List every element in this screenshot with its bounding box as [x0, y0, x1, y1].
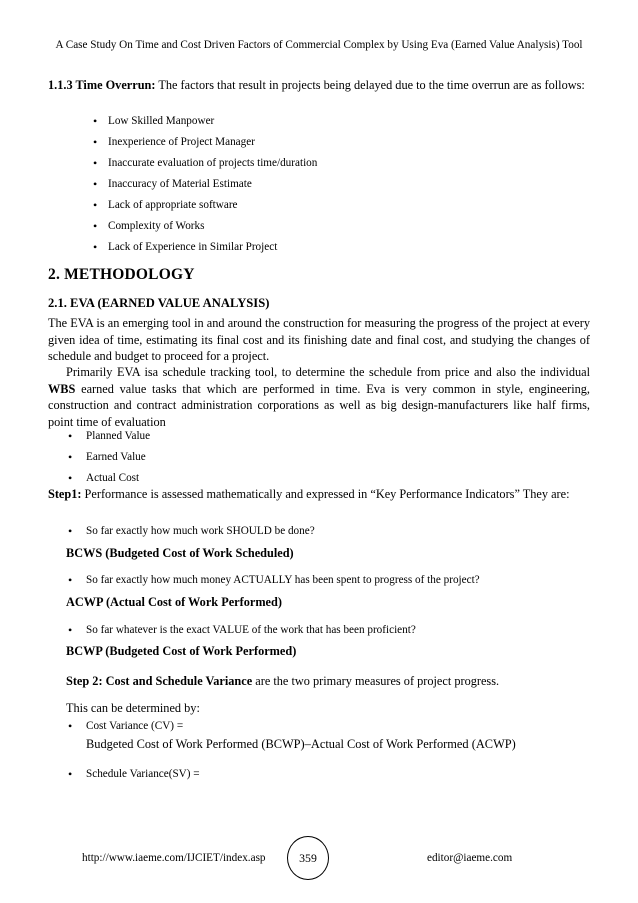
list-item: Low Skilled Manpower [108, 115, 215, 127]
bullet-icon: • [68, 429, 73, 443]
bullet-icon: • [93, 177, 98, 191]
bullet-icon: • [93, 156, 98, 170]
eva-paragraph-2 [48, 364, 590, 430]
journal-url: http://www.iaeme.com/IJCIET/index.asp [82, 852, 266, 864]
section-heading: 2. METHODOLOGY [48, 266, 195, 283]
bcwp-definition: BCWP (Budgeted Cost of Work Performed) [66, 644, 297, 658]
bullet-icon: • [93, 240, 98, 254]
list-item: Complexity of Works [108, 220, 205, 232]
step1-label: Step1: [48, 487, 82, 501]
time-overrun-intro: The factors that result in projects being delayed due to the time overrun are as follows: [155, 78, 585, 92]
time-overrun-paragraph [48, 77, 590, 94]
step2-text: are the two primary measures of project progress. [252, 674, 500, 688]
bullet-icon: • [93, 114, 98, 128]
step1-text: Performance is assessed mathematically and expressed in “Key Performance Indicators” They are: [81, 487, 570, 501]
list-item: Inexperience of Project Manager [108, 136, 255, 148]
editor-email: editor@iaeme.com [427, 852, 513, 864]
list-item: Inaccuracy of Material Estimate [108, 178, 252, 190]
cost-variance-label: Cost Variance (CV) = [86, 720, 184, 732]
bullet-icon: • [68, 524, 73, 538]
cost-variance-formula: Budgeted Cost of Work Performed (BCWP)–Actual Cost of Work Performed (ACWP) [86, 737, 516, 751]
acwp-definition: ACWP (Actual Cost of Work Performed) [66, 595, 282, 609]
bullet-icon: • [68, 767, 73, 781]
eva-paragraph-1: The EVA is an emerging tool in and around the construction for measuring the progress of the project at every given idea of time, estimating its final cost and its finishing date and final cost, and studying the changes of schedule and budget to proceed for a project. [48, 316, 590, 364]
eva-paragraph-2-a: Primarily EVA isa schedule tracking tool, to determine the schedule from price and also the individual [66, 365, 590, 379]
eva-paragraph-2-b: earned value tasks that which are performed in time. Eva is very common in style, engineering, construction and contract administration corporations as well as big design-manufacturers like half firms, point time of evaluation [48, 381, 590, 429]
bullet-icon: • [68, 573, 73, 587]
running-header: A Case Study On Time and Cost Driven Factors of Commercial Complex by Using Eva (Earned Value Analysis) Tool [55, 39, 583, 51]
schedule-variance-label: Schedule Variance(SV) = [86, 768, 200, 780]
bullet-icon: • [68, 471, 73, 485]
time-overrun-label: 1.1.3 Time Overrun: [48, 78, 156, 92]
bullet-icon: • [93, 198, 98, 212]
list-item: Earned Value [86, 451, 146, 463]
step1-paragraph [48, 486, 590, 503]
step2-paragraph [66, 673, 499, 689]
question-acwp: So far exactly how much money ACTUALLY has been spent to progress of the project? [86, 574, 480, 586]
list-item: Lack of appropriate software [108, 199, 238, 211]
page-number: 359 [299, 851, 317, 865]
wbs-term: WBS [48, 381, 76, 396]
list-item: Inaccurate evaluation of projects time/duration [108, 157, 318, 169]
bullet-icon: • [68, 719, 73, 733]
bcws-definition: BCWS (Budgeted Cost of Work Scheduled) [66, 546, 294, 560]
bullet-icon: • [93, 219, 98, 233]
bullet-icon: • [68, 623, 73, 637]
step2-label: Step 2: Cost and Schedule Variance [66, 674, 253, 688]
subsection-heading: 2.1. EVA (EARNED VALUE ANALYSIS) [48, 296, 270, 310]
question-bcwp: So far whatever is the exact VALUE of the work that has been proficient? [86, 624, 416, 636]
list-item: Lack of Experience in Similar Project [108, 241, 278, 253]
list-item: Actual Cost [86, 472, 140, 484]
determined-by-text: This can be determined by: [66, 701, 200, 715]
bullet-icon: • [68, 450, 73, 464]
question-bcws: So far exactly how much work SHOULD be done? [86, 525, 315, 537]
list-item: Planned Value [86, 430, 151, 442]
bullet-icon: • [93, 135, 98, 149]
